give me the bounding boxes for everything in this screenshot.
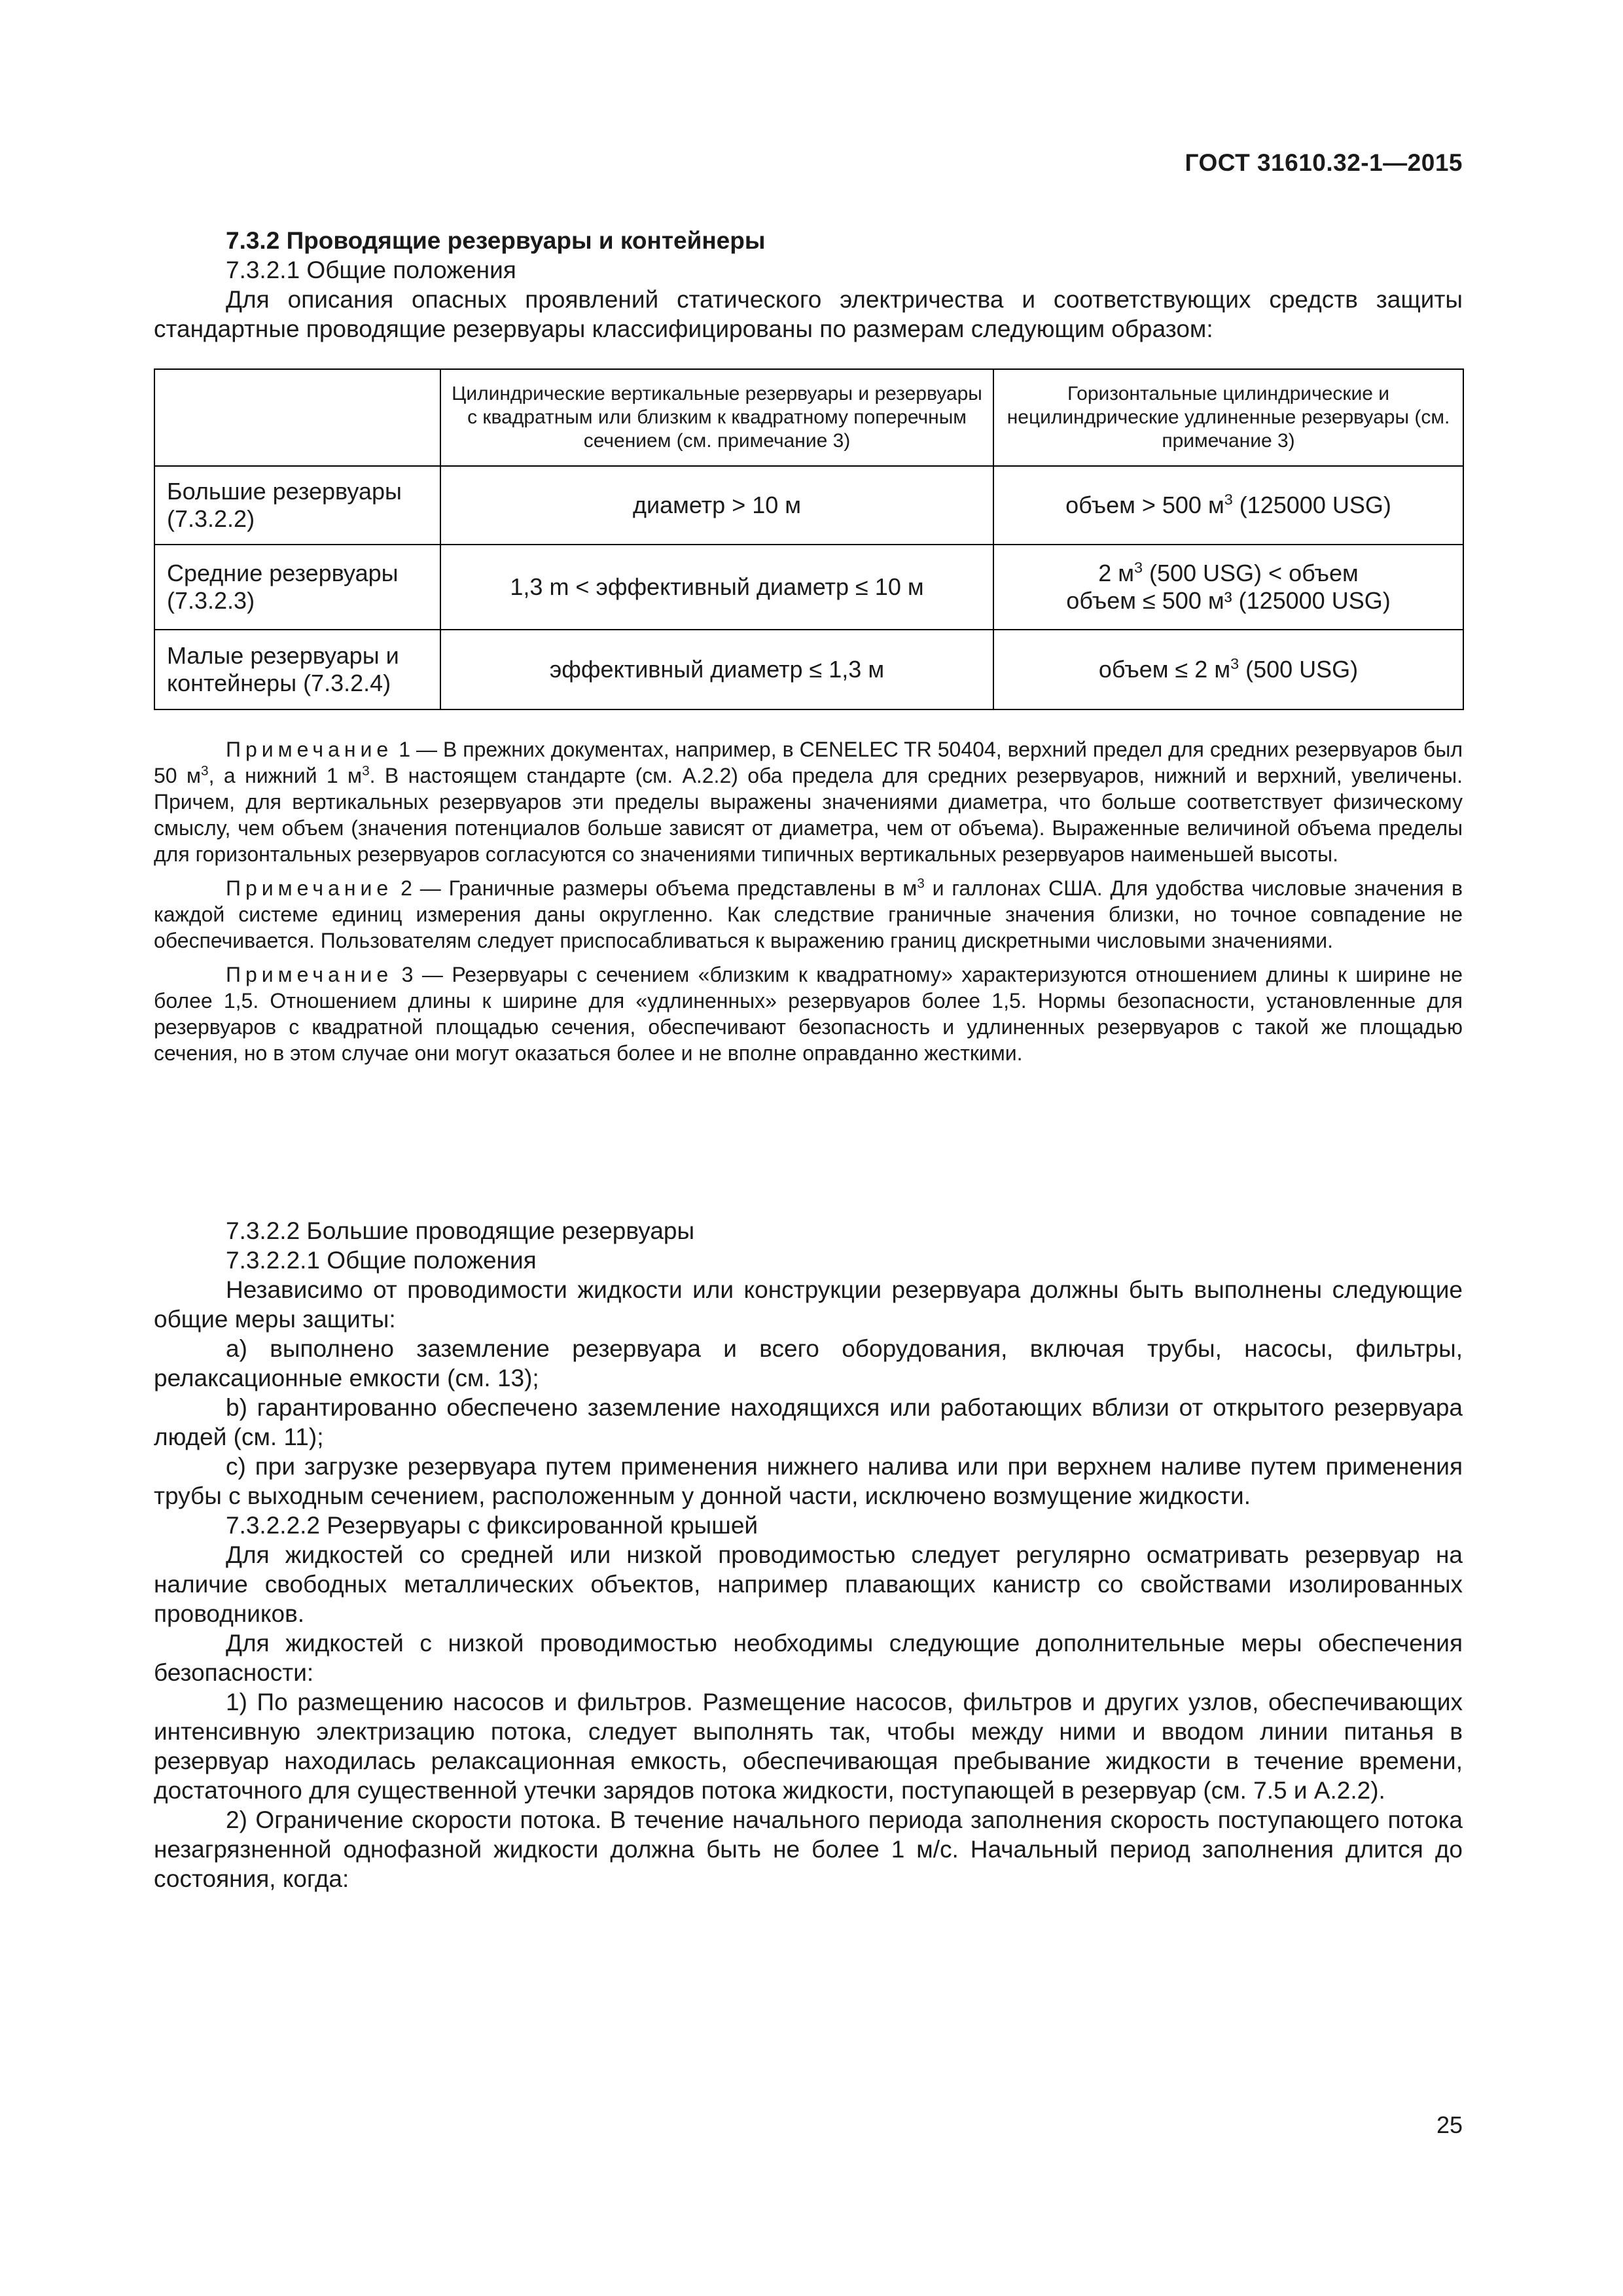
cell-vertical-large: диаметр > 10 м bbox=[440, 466, 993, 545]
heading-73222: 7.3.2.2.2 Резервуары с фиксированной крышей bbox=[226, 1512, 758, 1539]
paragraph: Независимо от проводимости жидкости или конструкции резервуара должны быть выполнены следующие общие меры защиты: bbox=[154, 1276, 1463, 1333]
section-title: 7.3.2 Проводящие резервуары и контейнеры bbox=[226, 227, 766, 254]
heading-73221: 7.3.2.2.1 Общие положения bbox=[226, 1247, 537, 1274]
cell-vertical-medium: 1,3 m < эффективный диаметр ≤ 10 м bbox=[440, 545, 993, 630]
note-3: Примечание 3 — Резервуары с сечением «близким к квадратному» характеризуются отношением длины к ширине не более 1,5. Отношением длины к ширине для «удлиненных» резервуаров более 1,5. Нормы безопасности, установленные для резервуаров с квадратной площадью сечения, обеспечивают безопасность и удлиненных резервуаров с такой же площадью сечения, но в этом случае они могут оказаться более и не вполне оправданно жесткими. bbox=[154, 963, 1463, 1065]
paragraph: Для жидкостей со средней или низкой проводимостью следует регулярно осматривать резервуар на наличие свободных металлических объектов, например плавающих канистр со свойствами изолированных проводников. bbox=[154, 1541, 1463, 1627]
list-item-c: c) при загрузке резервуара путем применения нижнего налива или при верхнем наливе путем применения трубы с выходным сечением, расположенным у донной части, исключено возмущение жидкости. bbox=[154, 1453, 1463, 1509]
page-number: 25 bbox=[1436, 2111, 1463, 2138]
table-header-empty bbox=[154, 369, 440, 466]
note-1: Примечание 1 — В прежних документах, например, в CENELEC TR 50404, верхний предел для средних резервуаров был 50 $м^3$, а нижний 1 $м^3$. В настоящем стандарте (см. А.2.2) оба предела для средних резервуаров, нижний и верхний, увеличены. Причем, для вертикальных резервуаров эти пределы выражены значениями диаметра, что больше соответствует физическому смыслу, чем объем (значения потенциалов больше зависят от диаметра, чем от объема). Выраженные величиной объема пределы для горизонтальных резервуаров согласуются со значениями типичных вертикальных резервуаров наименьшей высоты. bbox=[154, 738, 1463, 866]
table-header-vertical: Цилиндрические вертикальные резервуары и резервуары с квадратным или близким к квадратному поперечным сечением (см. примечание 3) bbox=[440, 369, 993, 466]
list-item-b: b) гарантированно обеспечено заземление находящихся или работающих вблизи от открытого резервуара людей (см. 11); bbox=[154, 1394, 1463, 1450]
list-item-2: 2) Ограничение скорости потока. В течение начального периода заполнения скорость поступающего потока незагрязненной однофазной жидкости должна быть не более 1 м/с. Начальный период заполнения длится до состояния, когда: bbox=[154, 1806, 1463, 1892]
table-row bbox=[154, 466, 1463, 545]
cell-vertical-small: эффективный диаметр ≤ 1,3 м bbox=[440, 630, 993, 709]
table-header-horizontal: Горизонтальные цилиндрические и нецилиндрические удлиненные резервуары (см. примечание 3) bbox=[993, 369, 1463, 466]
cell-horizontal-small: объем ≤ 2 $м^3$ (500 USG) bbox=[993, 630, 1463, 709]
tank-size-table bbox=[154, 368, 1464, 710]
intro-paragraph: Для описания опасных проявлений статического электричества и соответствующих средств защиты стандартные проводящие резервуары классифицированы по размерам следующим образом: bbox=[154, 286, 1463, 342]
section-subtitle: 7.3.2.1 Общие положения bbox=[226, 257, 516, 283]
row-label-medium: Средние резервуары (7.3.2.3) bbox=[154, 545, 440, 630]
list-item-1: 1) По размещению насосов и фильтров. Размещение насосов, фильтров и других узлов, обеспечивающих интенсивную электризацию потока, следует выполнять так, чтобы между ними и вводом линии питанья в резервуар находилась релаксационная емкость, обеспечивающая пребывание жидкости в течение времени, достаточного для существенной утечки зарядов потока жидкости, поступающей в резервуар (см. 7.5 и А.2.2). bbox=[154, 1689, 1463, 1804]
list-item-a: а) выполнено заземление резервуара и всего оборудования, включая трубы, насосы, фильтры, релаксационные емкости (см. 13); bbox=[154, 1335, 1463, 1391]
heading-7322: 7.3.2.2 Большие проводящие резервуары bbox=[226, 1217, 695, 1244]
table-row bbox=[154, 545, 1463, 630]
row-label-large: Большие резервуары (7.3.2.2) bbox=[154, 466, 440, 545]
table-header-row bbox=[154, 369, 1463, 466]
cell-horizontal-medium: 2 $м^3$ (500 USG) < объем объем ≤ 500 м³ (125000 USG) bbox=[993, 545, 1463, 630]
section-intro bbox=[154, 226, 1463, 344]
main-text bbox=[154, 1216, 1463, 1893]
cell-horizontal-large: объем > 500 $м^3$ (125000 USG) bbox=[993, 466, 1463, 545]
note-2: Примечание 2 — Граничные размеры объема представлены в $м^3$ и галлонах США. Для удобства числовые значения в каждой системе единиц измерения даны округленно. Как следствие граничные значения близки, но точное совпадение не обеспечивается. Пользователям следует приспосабливаться к выражению границ дискретными числовыми значениями. bbox=[154, 876, 1463, 952]
standard-number: ГОСТ 31610.32-1—2015 bbox=[1185, 149, 1463, 176]
notes-block bbox=[154, 736, 1463, 1074]
row-label-small: Малые резервуары и контейнеры (7.3.2.4) bbox=[154, 630, 440, 709]
table-row bbox=[154, 630, 1463, 709]
paragraph: Для жидкостей с низкой проводимостью необходимы следующие дополнительные меры обеспечения безопасности: bbox=[154, 1630, 1463, 1686]
